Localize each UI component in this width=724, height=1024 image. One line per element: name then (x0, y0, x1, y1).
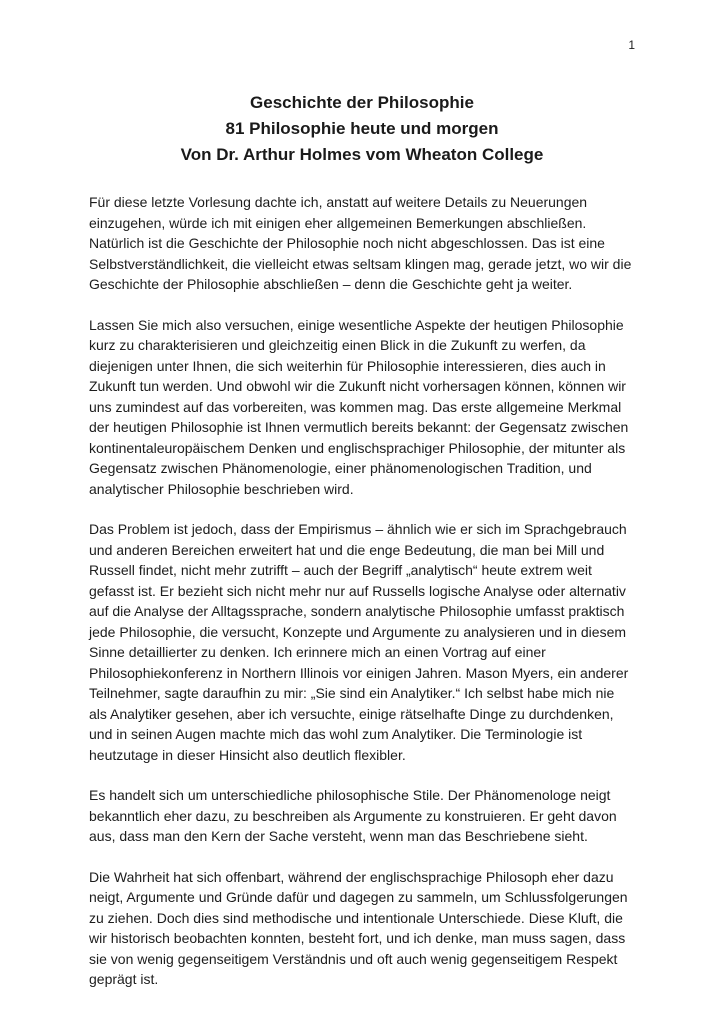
title-line-1: Geschichte der Philosophie (250, 93, 474, 112)
paragraph-1: Für diese letzte Vorlesung dachte ich, anstatt auf weitere Details zu Neuerungen einzugehen, würde ich mit einigen eher allgemeinen Bemerkungen abschließen. Natürlich ist die Geschichte der Philosophie noch nicht abgeschlossen. Das ist eine Selbstverständlichkeit, die vielleicht etwas seltsam klingen mag, gerade jetzt, wo wir die Geschichte der Philosophie abschließen – denn die Geschichte geht ja weiter. (89, 194, 632, 292)
title-line-2: 81 Philosophie heute und morgen (225, 119, 499, 138)
paragraph-3: Das Problem ist jedoch, dass der Empirismus – ähnlich wie er sich im Sprachgebrauch und anderen Bereichen erweitert hat und die enge Bedeutung, die man bei Mill und Russell findet, nicht mehr zutrifft – auch der Begriff „analytisch“ heute extrem weit gefasst ist. Er bezieht sich nicht mehr nur auf Russells logische Analyse oder alternativ auf die Analyse der Alltagssprache, sondern analytische Philosophie umfasst praktisch jede Philosophie, die versucht, Konzepte und Argumente zu analysieren und in diesem Sinne detaillierter zu denken. Ich erinnere mich an einen Vortrag auf einer Philosophiekonferenz in Northern Illinois vor einigen Jahren. Mason Myers, ein anderer Teilnehmer, sagte daraufhin zu mir: „Sie sind ein Analytiker.“ Ich selbst habe mich nie als Analytiker gesehen, aber ich versuchte, einige rätselhafte Dinge zu durchdenken, und in seinen Augen machte mich das wohl zum Analytiker. Die Terminologie ist heutzutage in dieser Hinsicht also deutlich flexibler. (89, 521, 629, 763)
paragraph-2: Lassen Sie mich also versuchen, einige wesentliche Aspekte der heutigen Philosophie kurz zu charakterisieren und gleichzeitig einen Blick in die Zukunft zu werfen, da diejenigen unter Ihnen, die sich weiterhin für Philosophie interessieren, dies auch in Zukunft tun werden. Und obwohl wir die Zukunft nicht vorhersagen können, können wir uns zumindest auf das vorbereiten, was kommen mag. Das erste allgemeine Merkmal der heutigen Philosophie ist Ihnen vermutlich bereits bekannt: der Gegensatz zwischen kontinentaleuropäischem Denken und englischsprachiger Philosophie, der mitunter als Gegensatz zwischen Phänomenologie, einer phänomenologischen Tradition, und analytischer Philosophie beschrieben wird. (89, 316, 629, 497)
paragraph-4: Es handelt sich um unterschiedliche philosophische Stile. Der Phänomenologe neigt bekanntlich eher dazu, zu beschreiben als Argumente zu konstruieren. Er geht davon aus, dass man den Kern der Sache versteht, wenn man das Beschriebene sieht. (89, 787, 617, 844)
document-title (89, 90, 635, 168)
page-number: 1 (628, 38, 635, 52)
title-line-3: Von Dr. Arthur Holmes vom Wheaton College (180, 145, 544, 164)
paragraph-5: Die Wahrheit hat sich offenbart, während der englischsprachige Philosoph eher dazu neigt, Argumente und Gründe dafür und dagegen zu sammeln, um Schlussfolgerungen zu ziehen. Doch dies sind methodische und intentionale Unterschiede. Diese Kluft, die wir historisch beobachten konnten, besteht fort, und ich denke, man muss sagen, dass sie von wenig gegenseitigem Verständnis und oft auch wenig gegenseitigem Respekt geprägt ist. (89, 868, 628, 987)
document-body (89, 192, 635, 990)
